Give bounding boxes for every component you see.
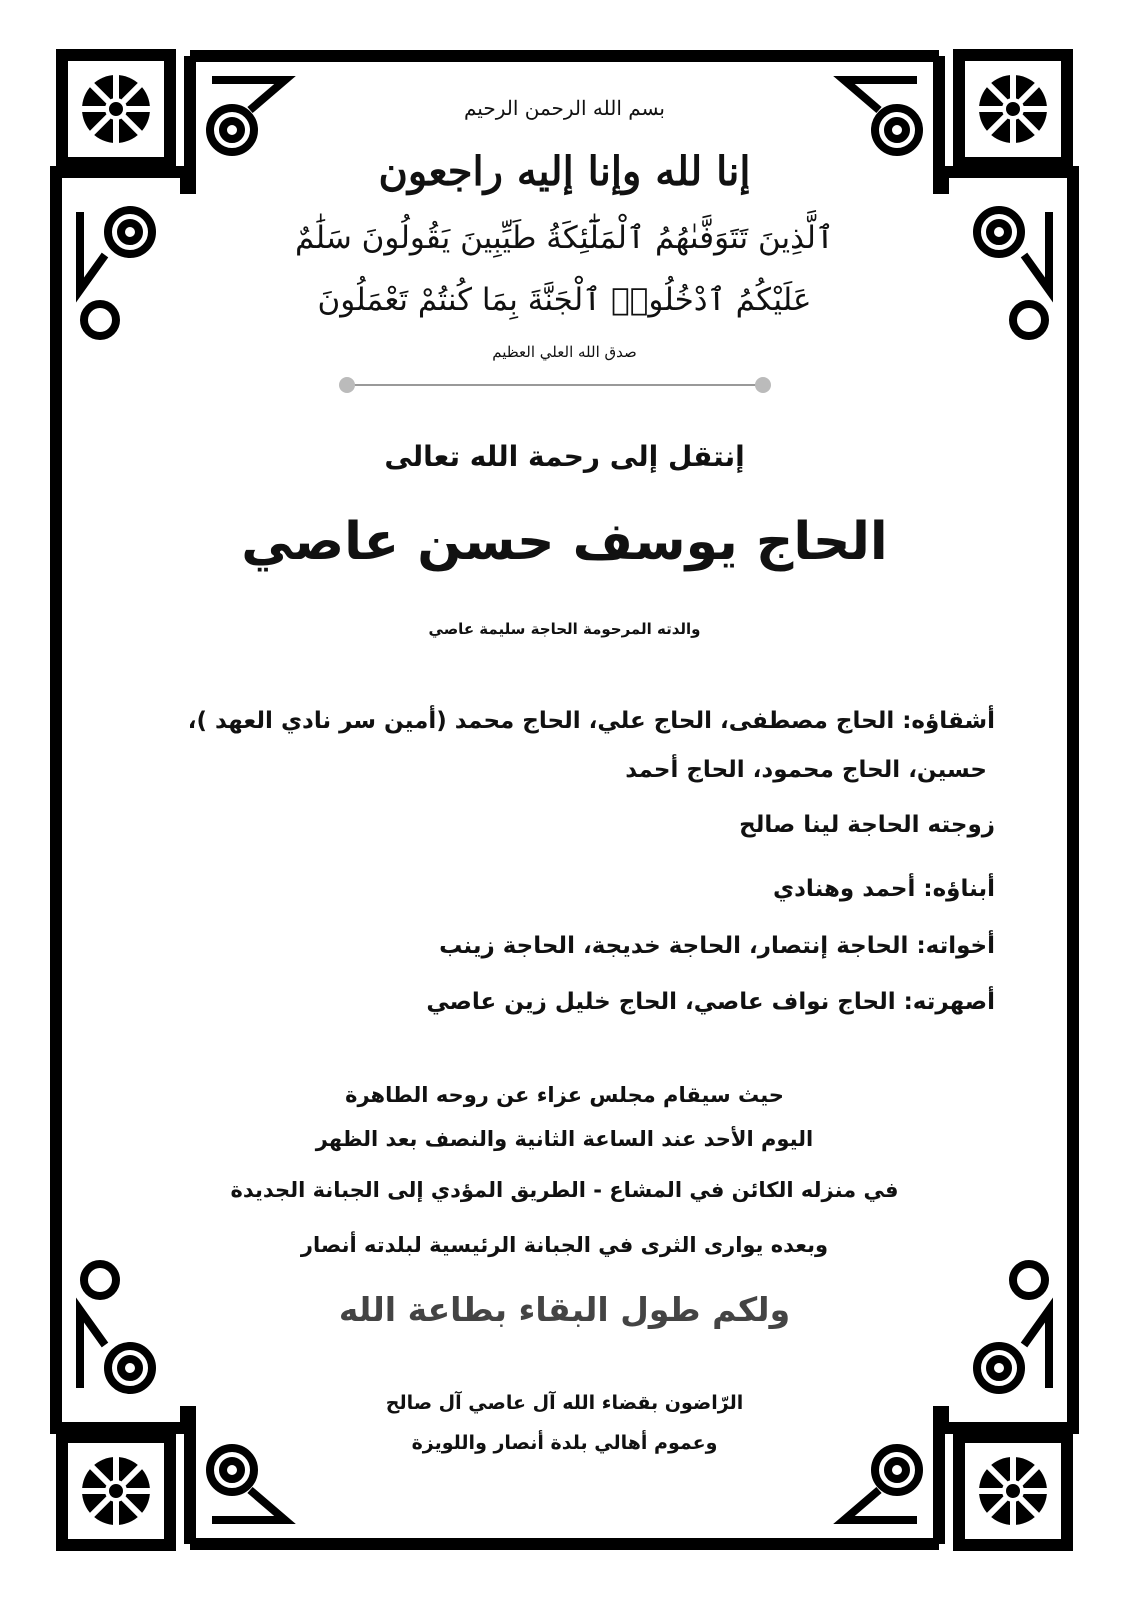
quran-verse-line-2: عَلَيْكُمُ ٱدْخُلُوا۟ ٱلْجَنَّةَ بِمَا كُنتُمْ تَعْمَلُونَ xyxy=(317,282,812,318)
family-line-brothers-cont: حسين، الحاج محمود، الحاج أحمد xyxy=(625,757,987,783)
condolence-line-2: اليوم الأحد عند الساعة الثانية والنصف بعد الظهر xyxy=(315,1127,814,1151)
footer-line-2: وعموم أهالي بلدة أنصار واللويزة xyxy=(411,1432,718,1454)
footer-line-1: الرّاضون بقضاء الله آل عاصي آل صالح xyxy=(385,1392,744,1414)
closing-phrase: ولكم طول البقاء بطاعة الله xyxy=(338,1290,791,1329)
inna-lillah-calligraphy: إنا لله وإنا إليه راجعون xyxy=(378,148,751,195)
family-line-sisters: أخواته: الحاجة إنتصار، الحاجة خديجة، الحاجة زينب xyxy=(439,933,995,959)
condolence-line-1: حيث سيقام مجلس عزاء عن روحه الطاهرة xyxy=(345,1083,784,1107)
announcement-intro: إنتقل إلى رحمة الله تعالى xyxy=(384,440,745,473)
condolence-line-4: وبعده يوارى الثرى في الجبانة الرئيسية لبلدته أنصار xyxy=(300,1233,829,1257)
family-line-children: أبناؤه: أحمد وهنادي xyxy=(773,876,995,902)
mother-line: والدته المرحومة الحاجة سليمة عاصي xyxy=(428,620,701,638)
ornamental-divider xyxy=(345,384,765,386)
family-line-brothers: أشقاؤه: الحاج مصطفى، الحاج علي، الحاج محمد (أمين سر نادي العهد )، xyxy=(187,708,995,734)
quran-verse-line-1: ٱلَّذِينَ تَتَوَفَّىٰهُمُ ٱلْمَلَٰٓئِكَةُ طَيِّبِينَ يَقُولُونَ سَلَٰمٌ xyxy=(294,220,835,256)
deceased-name: الحاج يوسف حسن عاصي xyxy=(241,512,888,572)
condolence-line-3: في منزله الكائن في المشاع - الطريق المؤدي إلى الجبانة الجديدة xyxy=(230,1178,899,1202)
sadaqa-allah: صدق الله العلي العظيم xyxy=(492,343,637,361)
bismillah: بسم الله الرحمن الرحيم xyxy=(463,96,665,120)
family-line-in-laws: أصهرته: الحاج نواف عاصي، الحاج خليل زين عاصي xyxy=(426,989,995,1015)
family-line-wife: زوجته الحاجة لينا صالح xyxy=(739,812,995,838)
